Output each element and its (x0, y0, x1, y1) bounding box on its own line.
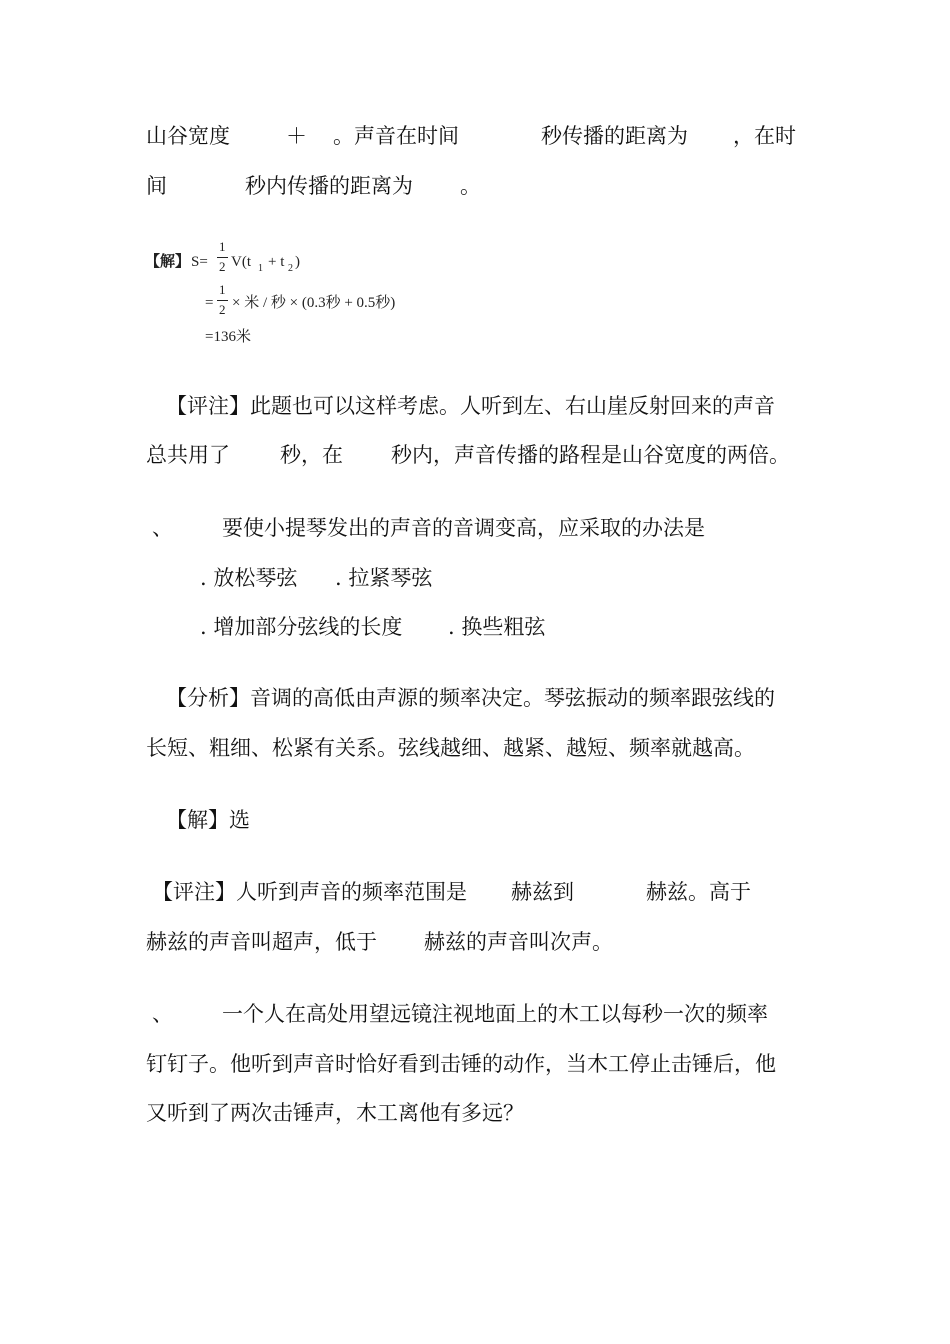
formula-text: × 米 / 秒 × (0.3秒 + 0.5秒) (232, 295, 396, 311)
subscript: 1 (258, 263, 263, 274)
text: 【评注】人听到声音的频率范围是 (152, 880, 467, 904)
option-a: . 放松琴弦 (200, 566, 298, 590)
option-d: . 换些粗弦 (448, 615, 546, 639)
text: 秒内，声音传播的路程是山谷宽度的两倍。 (391, 443, 790, 467)
text: ，在时 (733, 124, 796, 148)
formula-text: ) (295, 254, 300, 270)
formula-text: S= (191, 254, 208, 270)
solution-tag: 【解】 (145, 254, 191, 270)
question-number: 、 (152, 516, 173, 540)
answer: 【解】选 (166, 808, 250, 832)
text: 间 (146, 174, 167, 198)
text: 。 (460, 174, 481, 198)
text: 秒传播的距离为 (541, 124, 688, 148)
text: 赫兹。高于 (646, 880, 751, 904)
text: 秒内传播的距离为 (245, 174, 413, 198)
text: 【分析】音调的高低由声源的频率决定。琴弦振动的频率跟弦线的 (166, 686, 775, 710)
option-c: . 增加部分弦线的长度 (200, 615, 403, 639)
text: ＋ (286, 124, 307, 148)
question-stem: 一个人在高处用望远镜注视地面上的木工以每秒一次的频率 (222, 1002, 768, 1026)
question-stem: 要使小提琴发出的声音的音调变高，应采取的办法是 (222, 516, 705, 540)
formula-text: = (205, 295, 214, 311)
formula-text: V(t (231, 254, 251, 270)
text: 又听到了两次击锤声，木工离他有多远？ (146, 1101, 524, 1125)
formula-text: + t (268, 254, 285, 270)
text: 长短、粗细、松紧有关系。弦线越细、越紧、越短、频率就越高。 (146, 736, 755, 760)
option-b: . 拉紧琴弦 (335, 566, 433, 590)
text: 赫兹的声音叫次声。 (424, 930, 613, 954)
question-number: 、 (152, 1002, 173, 1026)
text: 。声音在时间 (333, 124, 459, 148)
text: 钉钉子。他听到声音时恰好看到击锤的动作，当木工停止击锤后，他 (146, 1052, 776, 1076)
fraction-numerator: 1 (219, 282, 226, 297)
text: 赫兹的声音叫超声，低于 (146, 930, 377, 954)
text: 总共用了 (146, 443, 230, 467)
formula-result: =136米 (205, 329, 251, 345)
fraction-bar (217, 300, 228, 301)
text: 赫兹到 (511, 880, 574, 904)
fraction-numerator: 1 (219, 239, 226, 254)
fraction-bar (217, 257, 228, 258)
fraction-denominator: 2 (219, 302, 226, 317)
text: 山谷宽度 (146, 124, 230, 148)
text: 秒，在 (280, 443, 343, 467)
text: 【评注】此题也可以这样考虑。人听到左、右山崖反射回来的声音 (166, 394, 775, 418)
fraction-denominator: 2 (219, 259, 226, 274)
subscript: 2 (288, 263, 293, 274)
